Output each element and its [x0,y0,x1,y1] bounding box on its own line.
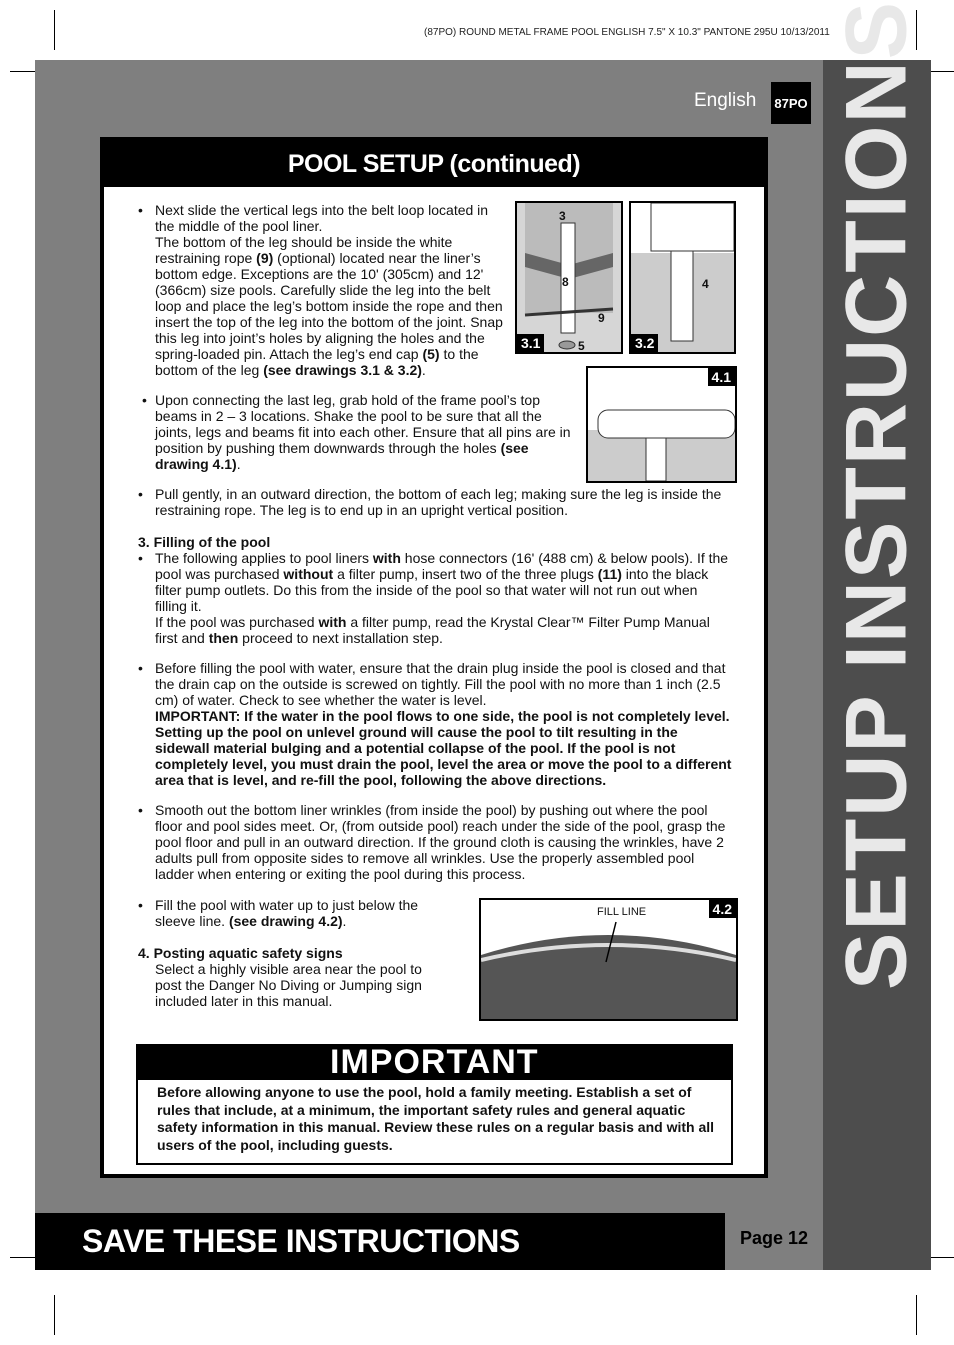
bold-text: with [372,550,401,566]
paragraph-leg-insertion [155,202,510,378]
model-code-badge: 87PO [771,82,811,124]
bold-text: IMPORTANT: If the water in the pool flows to one side, the pool is not completely level. Setting up the pool on unlevel ground will cause the pool to tilt resulting in the sidewall material bulging and a potential collapse of the pool. If the pool is not completely level, you must drain the pool, level the area or move the pool to a different area that is level, and re-fill the pool, following the above directions. [155,708,732,788]
leg-belt-loop-illustration [517,203,621,352]
figure-4-1 [586,366,737,483]
text-run: (optional) located near the liner’s bottom edge. Exceptions are the 10' (305cm) and 12' (366cm) size pools. Carefully slide the leg into the belt loop and place the leg’s bottom inside the rope and then insert the top of the leg into the bottom of the joint. Snap this leg into joint’s holes by aligning the holes and the spring-loaded pin. Attach the leg’s end cap [155,250,503,362]
bold-text: then [208,630,239,646]
bullet: • [142,392,147,408]
text-run: Fill the pool with water up to just below the sleeve line. [155,897,419,929]
text-run: Upon connecting the last leg, grab hold of the frame pool’s top beams in 2 – 3 locations. Shake the pool to be sure that all the joints, legs and beams fit into each other. Ensure that all pins are in position by pushing them downwards through the holes [155,392,571,456]
text-run: . [236,456,241,472]
callout-3: 3 [559,209,566,223]
important-title: IMPORTANT [136,1044,733,1080]
bold-text: (9) [256,250,274,266]
text-run: proceed to next installation step. [238,630,443,646]
bold-text: (11) [597,566,622,582]
heading-filling: 3. Filling of the pool [138,534,271,550]
bullet: • [138,550,143,566]
text-run: hose connectors (16' (488 cm) & below pools). If the pool was purchased [155,550,729,582]
fill-line-label: FILL LINE [597,906,647,918]
figure-label: 4.1 [708,368,735,386]
paragraph-hose-connectors [155,550,733,646]
text-run: . [342,913,347,929]
text-run: to the bottom of the leg [155,346,479,378]
text-run: . [421,362,426,378]
language-label: English [694,90,757,111]
paragraph-shake-pool [155,392,580,472]
page-number: Page 12 [725,1213,823,1270]
important-text: Before allowing anyone to use the pool, hold a family meeting. Establish a set of rules that include, at a minimum, the important safety rules and general aquatic safety information in this manual. Review these rules on a regular basis and with all users of the pool, including guests. [157,1084,715,1153]
figure-label: 3.2 [631,334,658,352]
text-run: a filter pump, insert two of the three plugs [333,566,598,582]
figure-label: 4.2 [709,900,736,918]
figure-3-1 [515,201,623,354]
paragraph-fill-pool [155,897,445,929]
crop-mark [916,1295,917,1335]
callout-4: 4 [702,277,709,291]
bullet: • [138,660,143,676]
bullet: • [138,897,143,913]
side-title: SETUP INSTRUCTIONS [828,0,925,991]
heading-number: 4 [138,945,146,961]
bold-text: (see drawing 4.1) [155,440,529,472]
text-run: into the black filter pump outlets. Do this from the inside of the pool so that water will not run out when filling it. [155,566,709,614]
heading-safety-signs [138,945,343,961]
callout-8: 8 [562,275,569,289]
figure-3-2 [629,201,736,354]
crop-mark [54,1295,55,1335]
text-run: Select a highly visible area near the pool to post the Danger No Diving or Jumping sign included later in this manual. [155,961,422,1009]
callout-5: 5 [578,339,585,353]
paragraph-safety-signs [155,961,445,1009]
bullet: • [138,486,143,502]
text-run: a filter pump, read the Krystal Clear™ Filter Pump Manual first and [155,614,710,646]
t-joint-illustration [631,203,734,352]
bold-text: (5) [422,346,440,362]
figure-label: 3.1 [517,334,544,352]
text-run: Pull gently, in an outward direction, the bottom of each leg; making sure the leg is inside the restraining rope. The leg is to end up in an upright vertical position. [155,486,722,518]
text-run: The bottom of the leg should be inside the white restraining rope [155,234,453,266]
text-run: The following applies to pool liners [155,550,373,566]
paragraph-pull-legs [155,486,727,518]
text-run: If the pool was purchased [155,614,319,630]
heading-text: . Posting aquatic safety signs [145,945,343,961]
crop-mark [54,10,55,50]
bold-text: without [283,566,334,582]
text-run: Next slide the vertical legs into the belt loop located in the middle of the pool liner. [155,202,489,234]
bold-text: (see drawing 4.2) [228,913,343,929]
callout-9: 9 [598,311,605,325]
paragraph-before-filling [155,660,733,788]
bold-text: with [318,614,347,630]
bullet: • [138,202,143,218]
figure-4-2 [479,898,738,1021]
bullet: • [138,802,143,818]
text-run: Smooth out the bottom liner wrinkles (from inside the pool) by pushing out where the pool floor and pool sides meet. Or, (from outside pool) reach under the side of the pool, grasp the pool floor and pull in an outward direction. If the ground cloth is causing the wrinkles, have 2 adults pull from opposite sides to remove all wrinkles. Use the properly assembled pool ladder when entering or exiting the pool during this process. [155,802,726,882]
section-title: POOL SETUP (continued) [104,141,764,187]
text-run: Before filling the pool with water, ensure that the drain plug inside the pool is closed and that the drain cap on the outside is screwed on tightly. Fill the pool with no more than 1 inch (2.5 cm) of water. Check to see whether the water is level. [155,660,726,708]
save-instructions-banner: SAVE THESE INSTRUCTIONS [35,1213,725,1270]
bold-text: (see drawings 3.1 & 3.2) [263,362,422,378]
paragraph-smooth-wrinkles [155,802,735,882]
print-info: (87PO) ROUND METAL FRAME POOL ENGLISH 7.5" X 10.3" PANTONE 295U 10/13/2011 [424,27,830,38]
